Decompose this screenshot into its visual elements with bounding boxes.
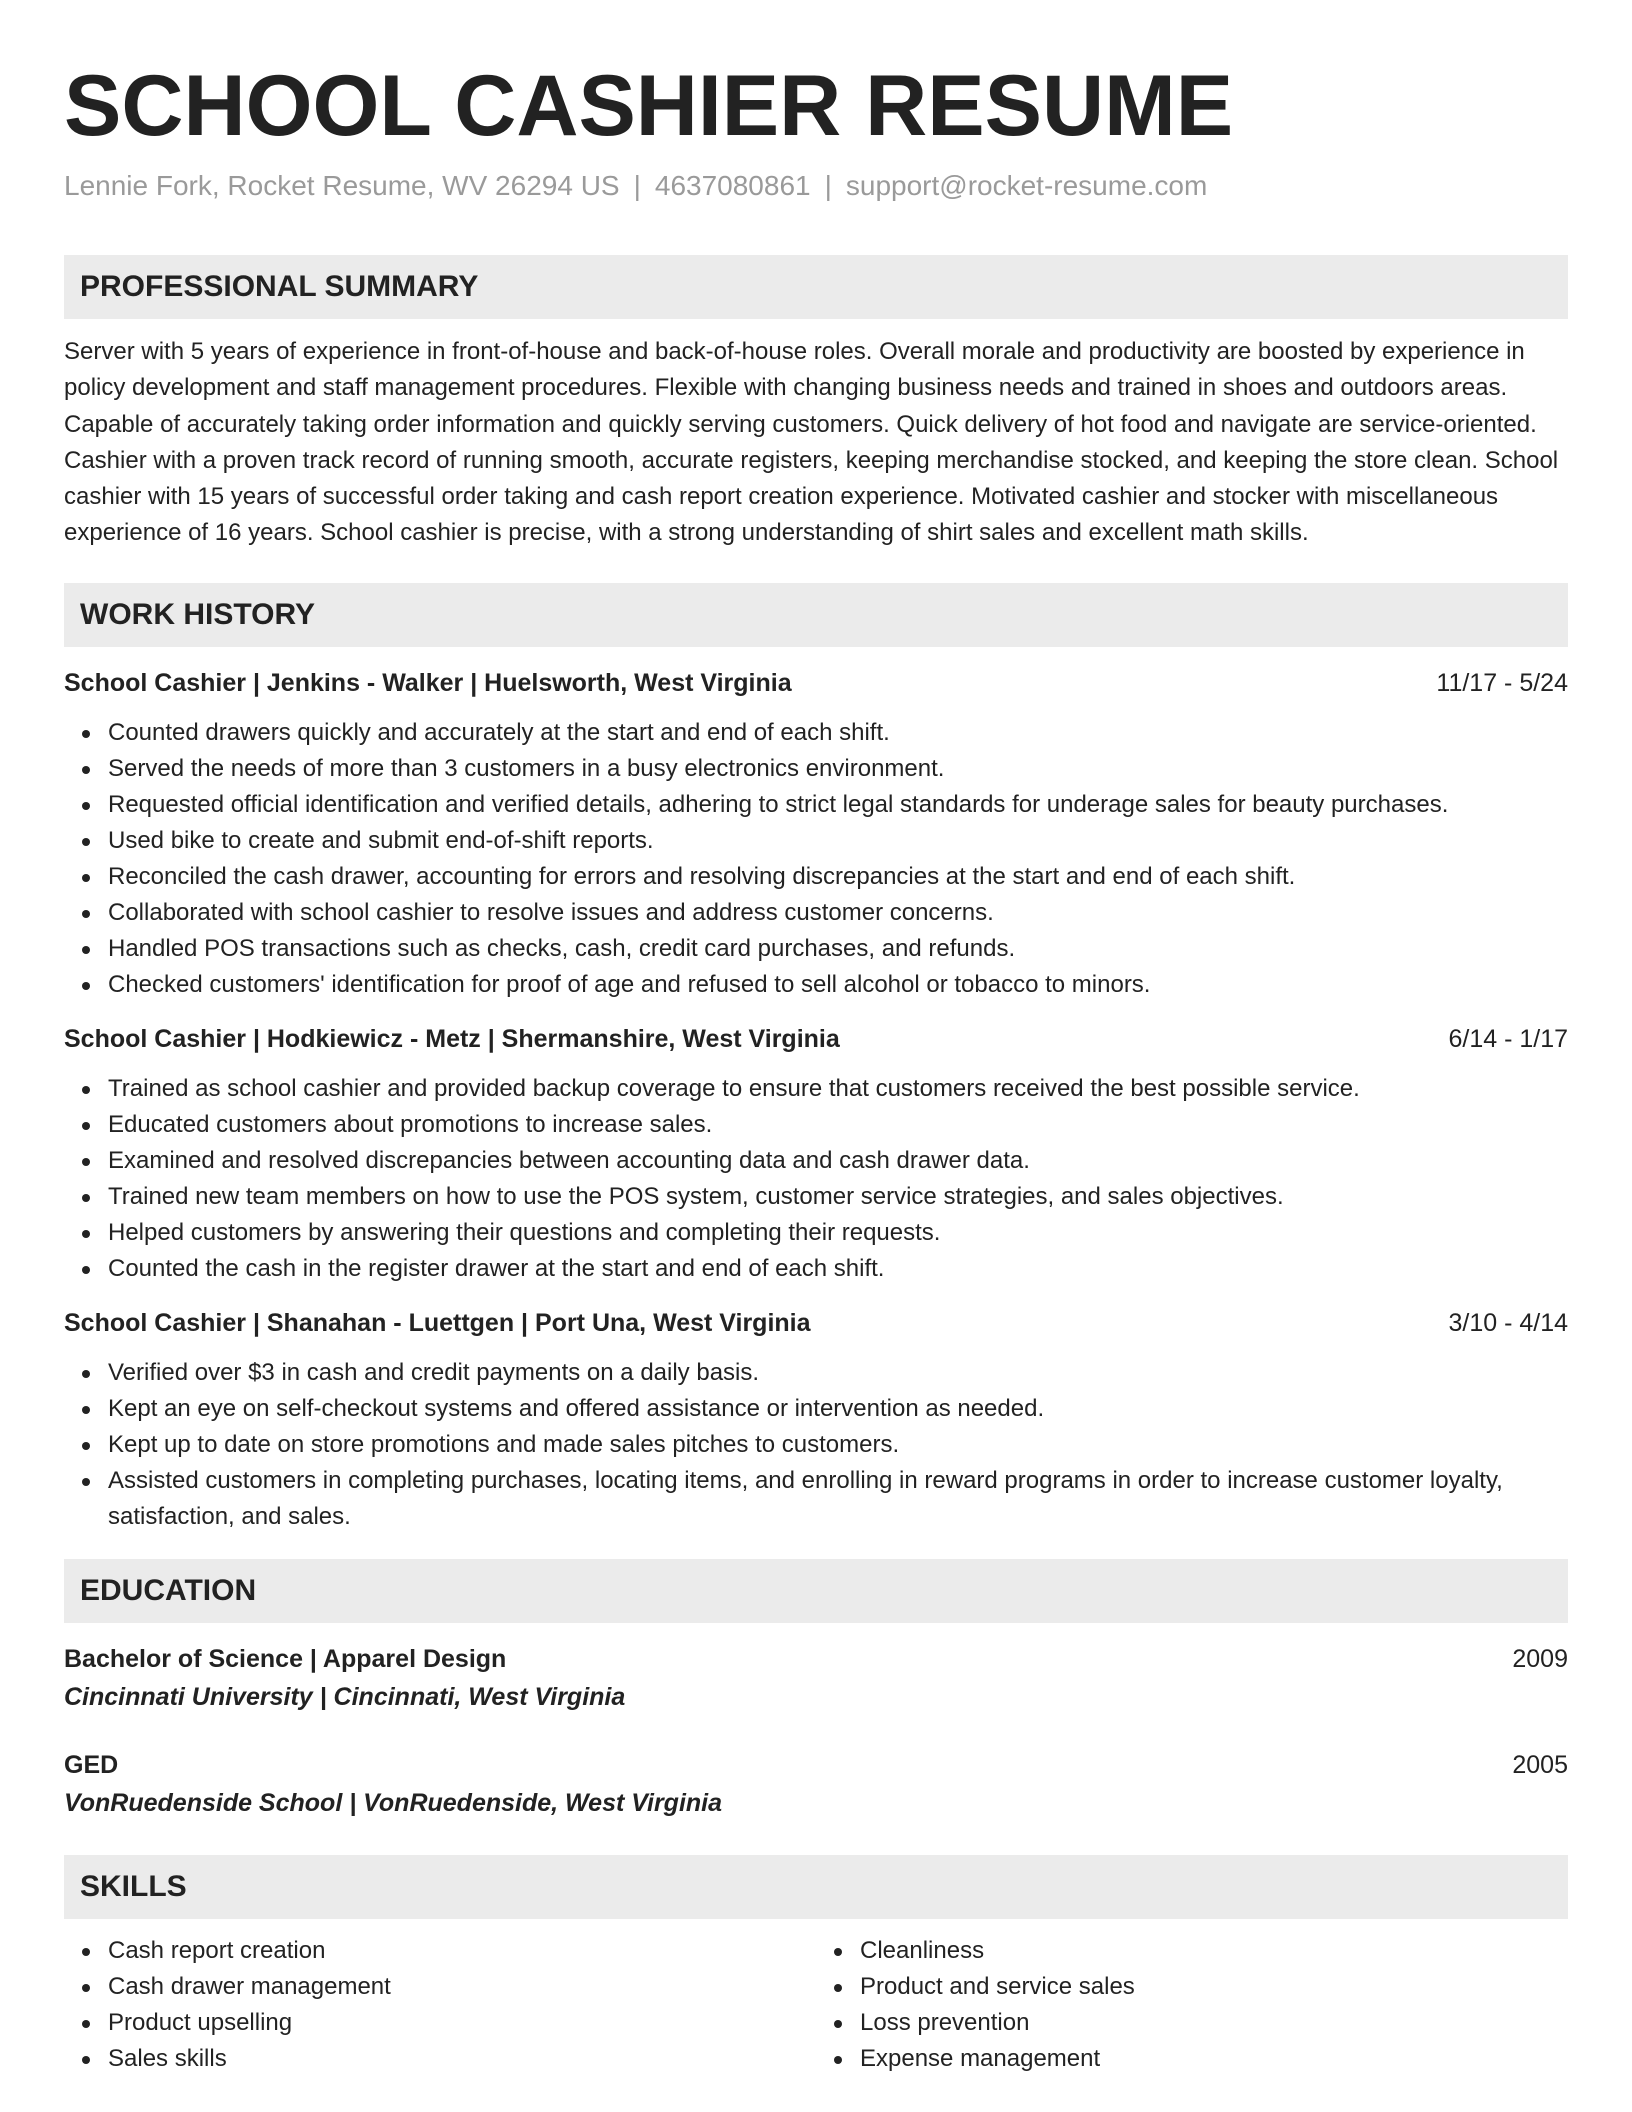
job-bullets: [64, 715, 1568, 1003]
list-item: Assisted customers in completing purchases, locating items, and enrolling in reward programs in order to increase customer loyalty, satisfaction, and sales.: [108, 1463, 1568, 1535]
education-year: 2009: [1512, 1644, 1568, 1673]
education-header: [64, 1747, 1568, 1783]
list-item: Educated customers about promotions to increase sales.: [108, 1107, 1568, 1143]
skill-item: Cleanliness: [860, 1933, 1568, 1969]
list-item: Counted drawers quickly and accurately at the start and end of each shift.: [108, 715, 1568, 751]
job-title: School Cashier | Shanahan - Luettgen | Port Una, West Virginia: [64, 1308, 811, 1337]
job-bullets: [64, 1355, 1568, 1535]
contact-line: [64, 168, 1568, 204]
skill-item: Loss prevention: [860, 2005, 1568, 2041]
education-year: 2005: [1512, 1750, 1568, 1779]
list-item: Trained new team members on how to use the POS system, customer service strategies, and sales objectives.: [108, 1179, 1568, 1215]
list-item: Handled POS transactions such as checks, cash, credit card purchases, and refunds.: [108, 931, 1568, 967]
list-item: Trained as school cashier and provided backup coverage to ensure that customers received the best possible service.: [108, 1071, 1568, 1107]
contact-address: Lennie Fork, Rocket Resume, WV 26294 US: [64, 170, 620, 201]
job-dates: 6/14 - 1/17: [1448, 1024, 1568, 1053]
section-heading-work: WORK HISTORY: [64, 583, 1568, 647]
job-entry: [64, 1021, 1568, 1287]
list-item: Counted the cash in the register drawer at the start and end of each shift.: [108, 1251, 1568, 1287]
education-header: [64, 1641, 1568, 1677]
contact-separator: |: [633, 170, 641, 201]
job-header: [64, 1021, 1568, 1057]
list-item: Collaborated with school cashier to resolve issues and address customer concerns.: [108, 895, 1568, 931]
education-degree: GED: [64, 1750, 119, 1779]
education-entry: [64, 1747, 1568, 1823]
list-item: Verified over $3 in cash and credit payments on a daily basis.: [108, 1355, 1568, 1391]
skill-item: Cash report creation: [108, 1933, 816, 1969]
job-dates: 3/10 - 4/14: [1448, 1308, 1568, 1337]
skill-item: Product upselling: [108, 2005, 816, 2041]
skill-item: Cash drawer management: [108, 1969, 816, 2005]
list-item: Checked customers' identification for proof of age and refused to sell alcohol or tobacco to minors.: [108, 967, 1568, 1003]
resume-page: [64, 0, 1568, 2077]
list-item: Kept up to date on store promotions and made sales pitches to customers.: [108, 1427, 1568, 1463]
skill-item: Sales skills: [108, 2041, 816, 2077]
list-item: Examined and resolved discrepancies between accounting data and cash drawer data.: [108, 1143, 1568, 1179]
skills-column-right: [816, 1933, 1568, 2077]
skill-item: Product and service sales: [860, 1969, 1568, 2005]
education-school: Cincinnati University | Cincinnati, West Virginia: [64, 1682, 626, 1711]
contact-email: support@rocket-resume.com: [845, 170, 1208, 201]
job-title: School Cashier | Hodkiewicz - Metz | Shermanshire, West Virginia: [64, 1024, 840, 1053]
list-item: Served the needs of more than 3 customers in a busy electronics environment.: [108, 751, 1568, 787]
job-header: [64, 665, 1568, 701]
job-dates: 11/17 - 5/24: [1436, 668, 1568, 697]
list-item: Helped customers by answering their questions and completing their requests.: [108, 1215, 1568, 1251]
section-heading-skills: SKILLS: [64, 1855, 1568, 1919]
list-item: Used bike to create and submit end-of-shift reports.: [108, 823, 1568, 859]
job-entry: [64, 665, 1568, 1003]
section-heading-education: EDUCATION: [64, 1559, 1568, 1623]
list-item: Requested official identification and verified details, adhering to strict legal standards for underage sales for beauty purchases.: [108, 787, 1568, 823]
contact-phone: 4637080861: [654, 170, 811, 201]
list-item: Reconciled the cash drawer, accounting for errors and resolving discrepancies at the start and end of each shift.: [108, 859, 1568, 895]
contact-separator: |: [824, 170, 832, 201]
skill-item: Expense management: [860, 2041, 1568, 2077]
education-entry: [64, 1641, 1568, 1717]
skills-column-left: [64, 1933, 816, 2077]
job-entry: [64, 1305, 1568, 1535]
education-school: VonRuedenside School | VonRuedenside, West Virginia: [64, 1788, 723, 1817]
job-header: [64, 1305, 1568, 1341]
education-degree: Bachelor of Science | Apparel Design: [64, 1644, 507, 1673]
job-title: School Cashier | Jenkins - Walker | Huelsworth, West Virginia: [64, 668, 792, 697]
section-heading-summary: PROFESSIONAL SUMMARY: [64, 255, 1568, 319]
job-bullets: [64, 1071, 1568, 1287]
resume-title: SCHOOL CASHIER RESUME: [64, 58, 1234, 154]
summary-text: Server with 5 years of experience in front-of-house and back-of-house roles. Overall morale and productivity are boosted by experience in policy development and staff management procedures. Flexible with changing business needs and trained in shoes and outdoors areas. Capable of accurately taking order information and quickly serving customers. Quick delivery of hot food and navigate are service-oriented. Cashier with a proven track record of running smooth, accurate registers, keeping merchandise stocked, and keeping the store clean. School cashier with 15 years of successful order taking and cash report creation experience. Motivated cashier and stocker with miscellaneous experience of 16 years. School cashier is precise, with a strong understanding of shirt sales and excellent math skills.: [64, 338, 1559, 547]
skills-list: [64, 1919, 1568, 2077]
list-item: Kept an eye on self-checkout systems and offered assistance or intervention as needed.: [108, 1391, 1568, 1427]
